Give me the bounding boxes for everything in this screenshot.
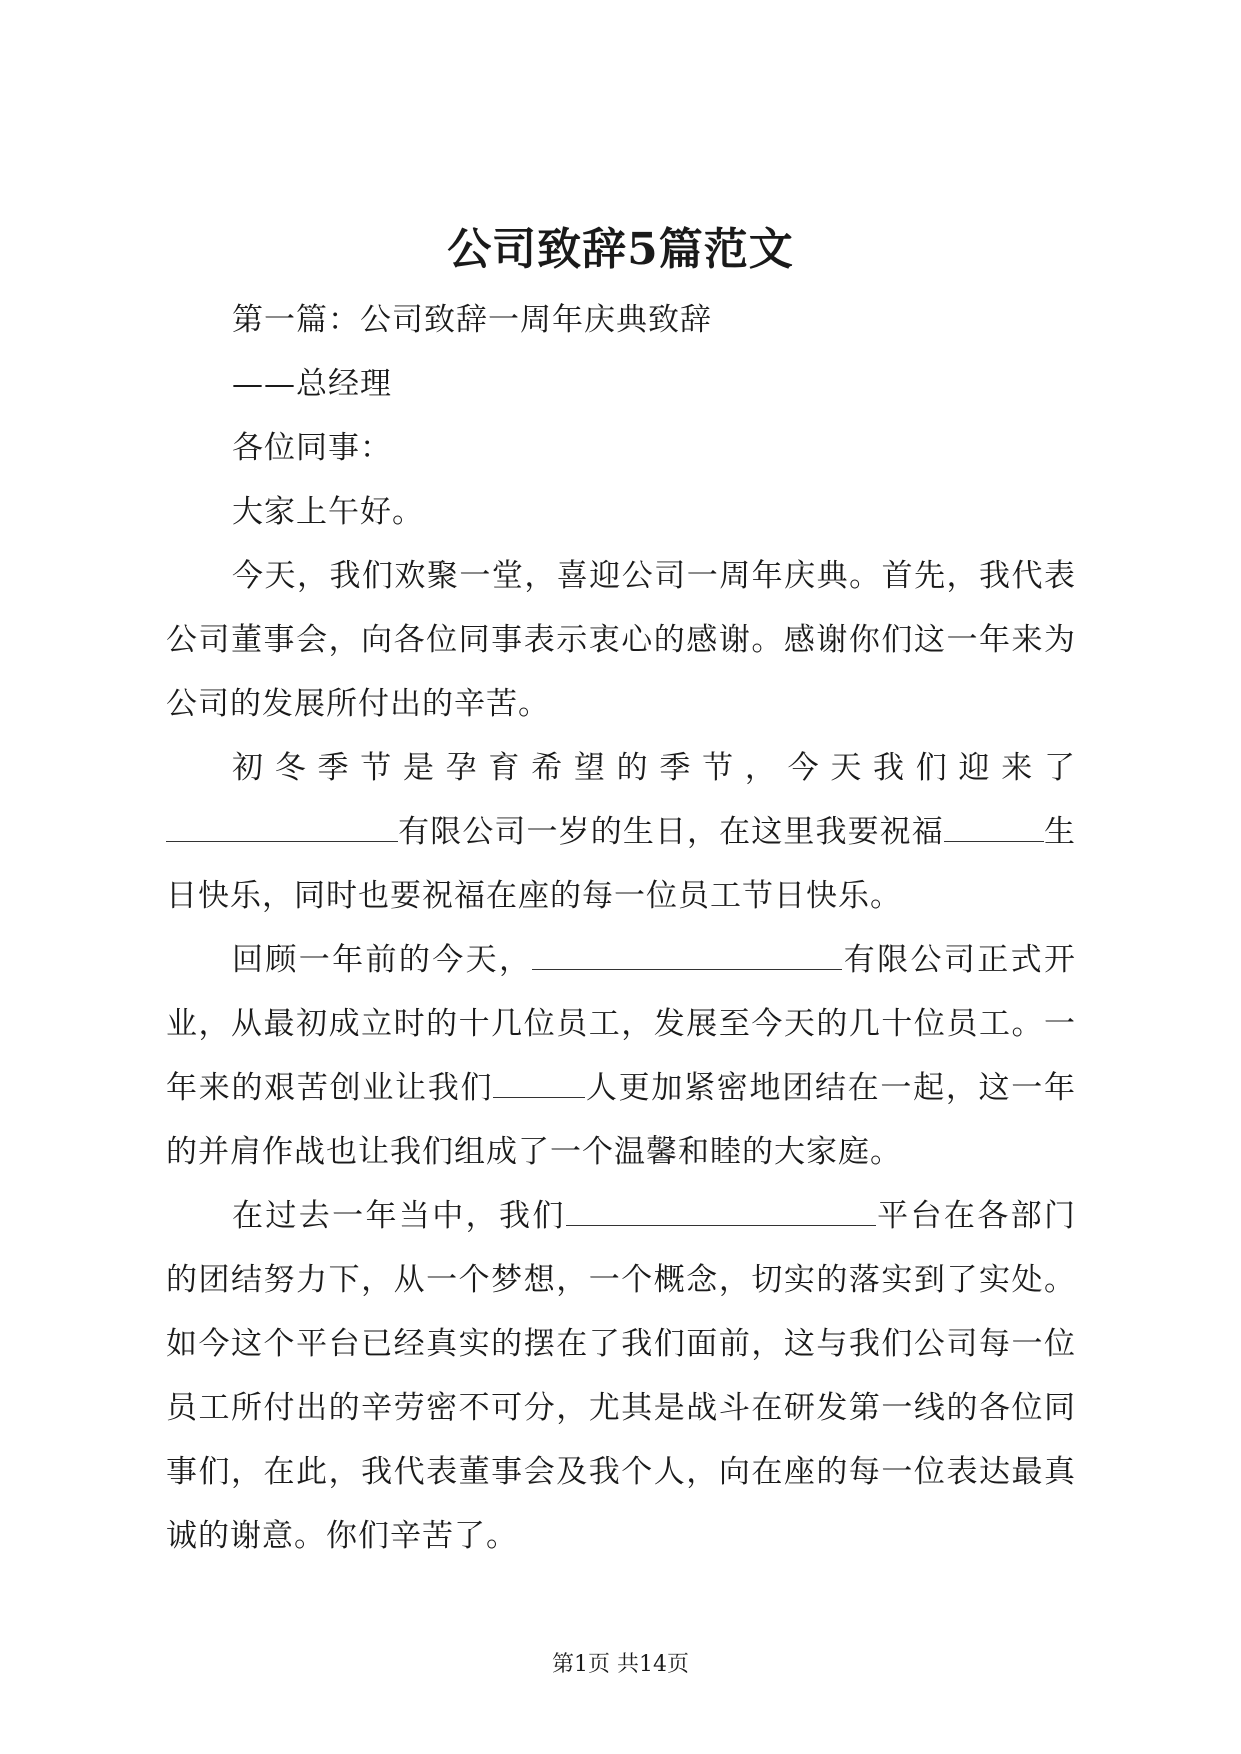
paragraph-2-part-c: 生日快乐，同时也要祝福在座的每一位员工节日快乐。 <box>166 814 1077 914</box>
document-body <box>166 288 1076 1568</box>
greeting: 大家上午好。 <box>232 494 424 530</box>
paragraph-2 <box>166 736 1076 928</box>
paragraph-4 <box>166 1184 1076 1568</box>
paragraph-4-part-a: 在过去一年当中，我们 <box>232 1198 566 1234</box>
paragraph-4-part-b: 平台在各部门的团结努力下，从一个梦想，一个概念，切实的落实到了实处。如今这个平台已经真实的摆在了我们面前，这与我们公司每一位员工所付出的辛劳密不可分，尤其是战斗在研发第一线的各位同事们，在此，我代表董事会及我个人，向在座的每一位表达最真诚的谢意。你们辛苦了。 <box>166 1198 1076 1554</box>
paragraph-3 <box>166 928 1076 1184</box>
salutation: 各位同事： <box>232 430 392 466</box>
paragraph-2-part-b: 有限公司一岁的生日，在这里我要祝福 <box>398 814 944 850</box>
fill-in-blank <box>532 943 842 970</box>
fill-in-blank <box>166 815 398 842</box>
section-heading: 第一篇：公司致辞一周年庆典致辞 <box>232 302 712 338</box>
page-footer: 第1页 共14页 <box>552 1652 689 1677</box>
fill-in-blank <box>493 1071 585 1098</box>
fill-in-blank <box>944 815 1044 842</box>
paragraph-3-part-a: 回顾一年前的今天， <box>232 942 533 978</box>
paragraph-3-part-b: 有限公司正式开业，从最初成立时的十几位员工，发展至今天的几十位员工。一年来的艰苦创业让我们 <box>166 942 1076 1106</box>
signature-line: ——总经理 <box>232 366 392 402</box>
paragraph-3-part-c: 人更加紧密地团结在一起，这一年的并肩作战也让我们组成了一个温馨和睦的大家庭。 <box>166 1070 1077 1170</box>
paragraph-2-part-a: 初冬季节是孕育希望的季节，今天我们迎来了 <box>232 750 1076 786</box>
fill-in-blank <box>566 1199 876 1226</box>
document-title: 公司致辞5篇范文 <box>447 224 794 275</box>
paragraph-1: 今天，我们欢聚一堂，喜迎公司一周年庆典。首先，我代表公司董事会，向各位同事表示衷心的感谢。感谢你们这一年来为公司的发展所付出的辛苦。 <box>166 558 1076 722</box>
